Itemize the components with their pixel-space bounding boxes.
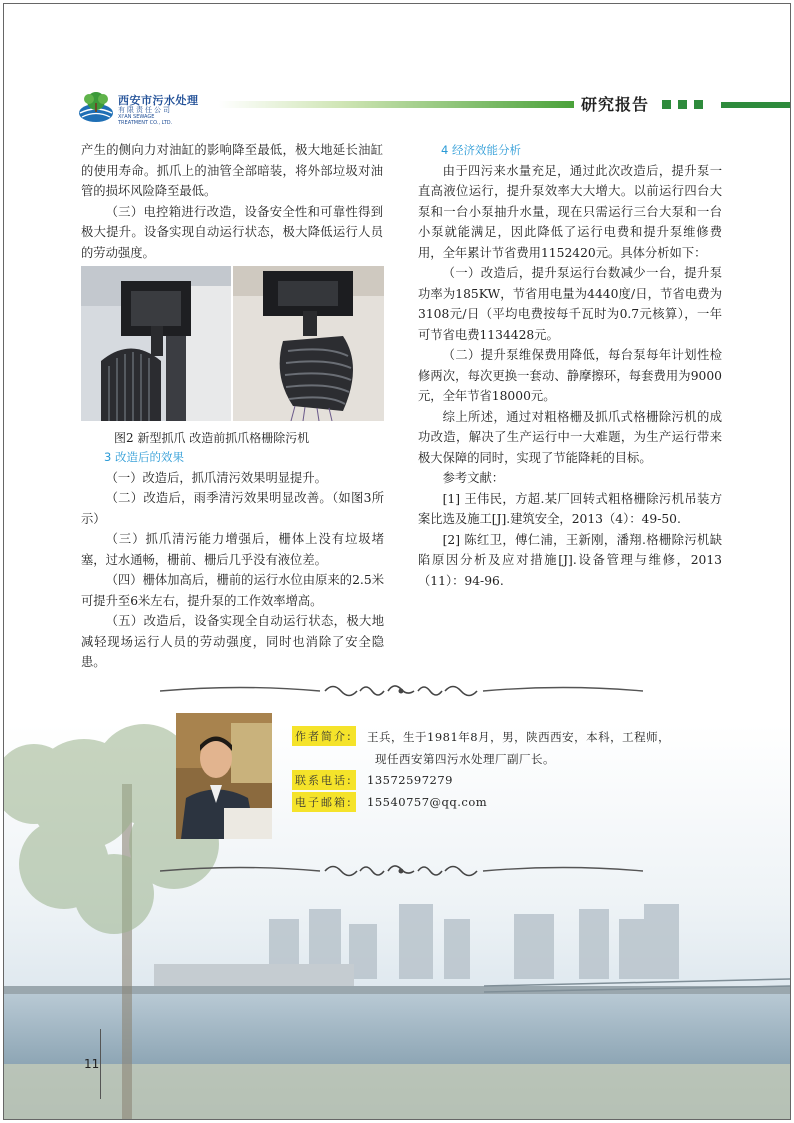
reference-item: [1] 王伟民，方超.某厂回转式粗格栅除污机吊装方案比选及施工[J].建筑安全，2013（4）：49-50. [418,491,722,526]
section-heading: 4 经济效能分析 [441,143,521,157]
phone-label-text: 联系电话 [295,774,347,787]
author-photo [176,713,272,839]
logo-name-en [118,114,172,126]
ornament-divider-bottom [160,860,643,882]
paragraph: 综上所述，通过对粗格栅及抓爪式格栅除污机的成功改造，解决了生产运行中一大难题，为生产运行带来极大保障的同时，实现了节能降耗的目标。 [418,409,722,465]
old-grab-photo [233,266,384,421]
reference-item: [2] 陈红卫，傅仁浦，王新刚，潘翔.格栅除污机缺陷原因分析及应对措施[J].设备管理与维修，2013（11）：94-96. [418,532,722,588]
email-value: 15540757@qq.com [367,795,488,809]
logo-en-line1: XI'AN SEWAGE [118,114,155,120]
logo-name-cn: 西安市污水处理 [118,94,199,107]
header-square-2 [678,100,687,109]
author-intro-label: 作者简介: [292,726,356,746]
paragraph: （二）改造后，雨季清污效果明显改善。（如图3所示） [81,491,384,526]
logo-name-cn-sub: 有限责任公司 [118,106,172,114]
paragraph: （三）电控箱进行改造，设备安全性和可靠性得到极大提升。设备实现自动运行状态，极大降低运行人员的劳动强度。 [81,204,383,260]
paragraph: 由于四污来水量充足，通过此次改造后，提升泵一直高液位运行，提升泵效率大大增大。以前运行四台大泵和一台小泵抽升水量，现在只需运行三台大泵和一台小泵就能满足，因此降低了运行电费和提升泵维修费用，全年累计节省费用1152420元。具体分析如下： [418,163,722,260]
paragraph: （五）改造后，设备实现全自动运行状态，极大地减轻现场运行人员的劳动强度，同时也消除了安全隐患。 [81,614,384,669]
email-label-text: 电子邮箱 [295,796,347,809]
header-square-1 [662,100,671,109]
references-title: 参考文献： [442,471,505,485]
author-intro-line1: 王兵，生于1981年8月，男，陕西西安，本科，工程师， [367,730,671,744]
left-column-top [81,140,383,263]
paragraph: （一）改造后，提升泵运行台数减少一台，提升泵功率为185KW，节省用电量为4440度/日，节省电费为3108元/日（平均电费按每千瓦时为0.7元核算），一年可节省电费1134428元。 [418,266,722,342]
right-column [418,140,722,591]
header-square-3 [694,100,703,109]
author-intro-label-text: 作者简介 [295,730,347,743]
paragraph: （一）改造后，抓爪清污效果明显提升。 [105,470,327,485]
ornament-divider-top [160,680,643,702]
figure-caption: 图2 新型抓爪 改造前抓爪格栅除污机 [114,431,310,445]
figure-2 [81,266,384,421]
author-intro-line2: 现任西安第四污水处理厂副厂长。 [375,752,555,766]
left-column-bottom [81,447,384,673]
paragraph: （三）抓爪清污能力增强后，栅体上没有垃圾堵塞，过水通畅，栅前、栅后几乎没有液位差。 [81,532,384,567]
paragraph: （二）提升泵维保费用降低，每台泵每年计划性检修两次，每次更换一套动、静摩擦环，每套费用为9000元，全年节省18000元。 [418,348,722,403]
email-label: 电子邮箱: [292,792,356,812]
paragraph: 产生的侧向力对油缸的影响降至最低，极大地延长油缸的使用寿命。抓爪上的油管全部暗装，将外部垃圾对油管的损坏风险降至最低。 [81,143,383,198]
section-title: 研究报告 [581,95,650,114]
phone-label: 联系电话: [292,770,356,790]
page-number-rule [100,1029,101,1099]
logo-emblem-icon [78,89,114,123]
header-gradient-bar [219,101,574,108]
paragraph: （四）栅体加高后，栅前的运行水位由原来的2.5米可提升至6米左右，提升泵的工作效率增高。 [81,573,384,608]
header-right-bar [721,102,791,108]
section-heading: 3 改造后的效果 [104,450,184,464]
page-number: 11 [84,1057,100,1071]
logo-en-line2: TREATMENT CO., LTD. [118,120,173,126]
company-logo [78,89,210,129]
page-frame [3,3,791,1120]
phone-value: 13572597279 [367,773,453,787]
new-grab-photo [81,266,231,421]
